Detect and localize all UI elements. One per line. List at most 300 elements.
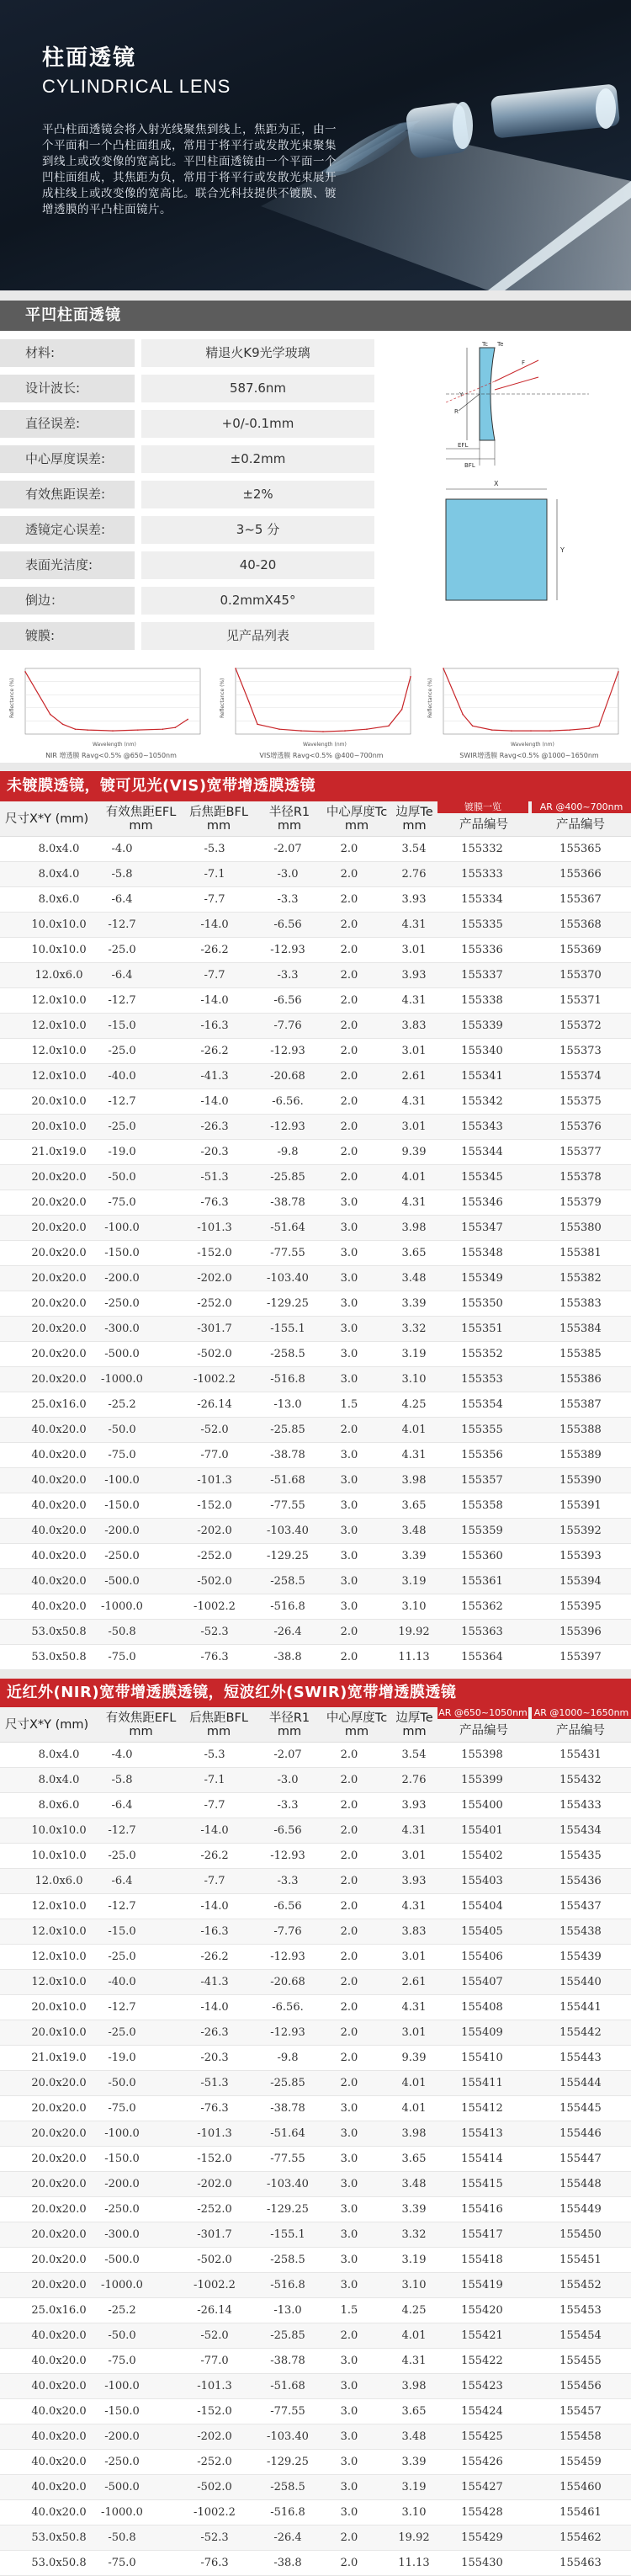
column-header-r1: 半径R1 mm (268, 806, 310, 833)
table-row (0, 1919, 631, 1945)
diagram-label-r: R (454, 408, 459, 415)
spec-row (0, 375, 374, 402)
table-cell: 155419 (461, 2279, 503, 2291)
table-cell: 2.0 (340, 2001, 358, 2014)
table-cell: 2.0 (340, 2531, 358, 2544)
table-cell: 155339 (461, 1019, 503, 1032)
spec-label: 透镜定心误差: (0, 516, 135, 544)
data-point (24, 671, 26, 673)
table-cell: 3.0 (340, 2380, 358, 2392)
table-cell: 155427 (461, 2481, 503, 2494)
table-row (0, 1342, 631, 1367)
table-cell: -26.2 (200, 1045, 229, 1057)
table-cell: 2.76 (401, 868, 427, 881)
table-cell: 155390 (559, 1474, 602, 1487)
table-row (0, 963, 631, 988)
data-point (235, 668, 236, 669)
table-cell: 155366 (559, 868, 602, 881)
table-cell: 4.31 (401, 1824, 427, 1837)
spec-label: 中心厚度误差: (0, 445, 135, 473)
table-row (0, 1970, 631, 1995)
table-cell: 2.0 (340, 1774, 358, 1786)
table-cell: -15.0 (108, 1925, 136, 1938)
data-point (589, 727, 591, 729)
table-cell: -502.0 (197, 1348, 232, 1360)
table-cell: -155.1 (270, 2228, 305, 2241)
table-row (0, 988, 631, 1014)
table-cell: -7.1 (204, 1774, 225, 1786)
table-cell: 3.0 (340, 1221, 358, 1234)
table-cell: 155416 (461, 2203, 503, 2216)
table-cell: 155376 (559, 1120, 602, 1133)
table-cell: 155361 (461, 1575, 503, 1588)
table-cell: 11.13 (398, 1651, 430, 1663)
table-cell: -200.0 (104, 1525, 140, 1537)
table-cell: 155332 (461, 843, 503, 855)
table-cell: 10.0x10.0 (31, 1824, 87, 1837)
spec-value: +0/-0.1mm (141, 410, 374, 438)
table-cell: 3.10 (401, 1373, 427, 1386)
diagram-label-x: X (494, 480, 499, 487)
table-cell: 3.0 (340, 1499, 358, 1512)
table-cell: 155439 (559, 1951, 602, 1963)
table-cell: 155452 (559, 2279, 602, 2291)
table-cell: 11.13 (398, 2557, 430, 2569)
coating-curves (0, 663, 631, 763)
table-cell: 155387 (559, 1398, 602, 1411)
table-row (0, 2525, 631, 2551)
table-row (0, 1620, 631, 1645)
data-point (530, 730, 532, 732)
table-cell: -12.7 (108, 1900, 136, 1913)
table-cell: -500.0 (104, 1348, 140, 1360)
table-row (0, 1418, 631, 1443)
table-row (0, 2248, 631, 2273)
table-cell: 155422 (461, 2355, 503, 2367)
table-cell: -500.0 (104, 1575, 140, 1588)
table-cell: -25.2 (108, 1398, 136, 1411)
table-cell: 2.0 (340, 868, 358, 881)
table-cell: 20.0x20.0 (31, 1373, 87, 1386)
table-cell: -6.4 (111, 1799, 133, 1812)
table-cell: 12.0x10.0 (31, 1900, 87, 1913)
table-cell: 3.10 (401, 2506, 427, 2519)
data-point (388, 725, 390, 726)
table-cell: -7.76 (273, 1925, 302, 1938)
spec-value: 见产品列表 (141, 622, 374, 650)
table-cell: 20.0x20.0 (31, 2178, 87, 2190)
table-row (0, 1894, 631, 1919)
table-cell: 155436 (559, 1875, 602, 1887)
diagram-label-f: F (522, 359, 526, 366)
table-cell: 155403 (461, 1875, 503, 1887)
table-cell: 10.0x10.0 (31, 1850, 87, 1862)
table-cell: -500.0 (104, 2254, 140, 2266)
table-cell: 155457 (559, 2405, 602, 2418)
table-cell: -12.93 (270, 1850, 305, 1862)
table-row (0, 2046, 631, 2071)
table-header (0, 1707, 631, 1743)
table-cell: 3.32 (401, 2228, 427, 2241)
table-cell: 10.0x10.0 (31, 944, 87, 956)
table-row (0, 2020, 631, 2046)
table-cell: 155404 (461, 1900, 503, 1913)
table-cell: 40.0x20.0 (31, 2329, 87, 2342)
front-view-diagram (446, 480, 565, 600)
table-row (0, 2121, 631, 2147)
spec-row (0, 516, 374, 544)
table-cell: -7.7 (204, 893, 225, 906)
table-cell: -250.0 (104, 2456, 140, 2468)
table-cell: 3.0 (340, 1525, 358, 1537)
table-cell: 155412 (461, 2102, 503, 2115)
table-cell: 155391 (559, 1499, 602, 1512)
table-cell: 12.0x10.0 (31, 1070, 87, 1083)
table-cell: -14.0 (200, 1900, 229, 1913)
table-cell: 3.0 (340, 1600, 358, 1613)
table-cell: -25.0 (108, 1045, 136, 1057)
data-point (187, 719, 188, 721)
table-cell: 155397 (559, 1651, 602, 1663)
table-cell: 10.0x10.0 (31, 918, 87, 931)
table-cell: -38.78 (270, 2355, 305, 2367)
table-cell: 155398 (461, 1748, 503, 1761)
table-cell: -250.0 (104, 2203, 140, 2216)
table-cell: 4.31 (401, 2001, 427, 2014)
table-cell: 20.0x20.0 (31, 2127, 87, 2140)
table-cell: -100.0 (104, 1221, 140, 1234)
side-view-diagram (446, 341, 589, 469)
table-cell: 3.01 (401, 1045, 427, 1057)
table-cell: -20.3 (200, 2052, 229, 2064)
table-cell: 155364 (461, 1651, 503, 1663)
table-cell: 155442 (559, 2026, 602, 2039)
table-row (0, 2399, 631, 2424)
table-cell: 20.0x20.0 (31, 1323, 87, 1335)
table-cell: 2.0 (340, 969, 358, 982)
table-cell: 3.93 (401, 1875, 427, 1887)
table-row (0, 1291, 631, 1317)
table-cell: -26.14 (197, 1398, 232, 1411)
table-cell: 21.0x19.0 (31, 1146, 87, 1158)
table-cell: -38.78 (270, 2102, 305, 2115)
data-point (278, 728, 280, 730)
table-cell: 155348 (461, 1247, 503, 1259)
table-cell: -1000.0 (101, 2279, 143, 2291)
table-cell: -77.55 (270, 1499, 305, 1512)
table-cell: 155414 (461, 2153, 503, 2165)
column-header-code: 产品编号 (556, 1724, 605, 1738)
column-header-efl: 有效焦距EFL mm (105, 1711, 177, 1738)
table-cell: -75.0 (108, 1449, 136, 1461)
table-row (0, 1241, 631, 1266)
spec-row (0, 622, 374, 650)
column-header-code: 产品编号 (556, 818, 605, 832)
table-cell: 155363 (461, 1626, 503, 1638)
table-cell: 4.25 (401, 1398, 427, 1411)
table-cell: 155433 (559, 1799, 602, 1812)
table-cell: -52.3 (200, 2531, 229, 2544)
table-cell: -14.0 (200, 1824, 229, 1837)
table-row (0, 1493, 631, 1519)
table-cell: 155402 (461, 1850, 503, 1862)
divider (0, 763, 631, 771)
table-cell: 2.0 (340, 1824, 358, 1837)
table-cell: -77.55 (270, 2405, 305, 2418)
table-cell: -25.85 (270, 2329, 305, 2342)
table-cell: 3.83 (401, 1925, 427, 1938)
table-cell: -50.8 (108, 2531, 136, 2544)
table-cell: 4.01 (401, 2077, 427, 2089)
table-cell: 12.0x6.0 (34, 1875, 83, 1887)
table-cell: -3.3 (277, 893, 299, 906)
table-cell: 155438 (559, 1925, 602, 1938)
table-cell: 155463 (559, 2557, 602, 2569)
table-cell: 155367 (559, 893, 602, 906)
table-body (0, 837, 631, 1670)
table-cell: 8.0x4.0 (38, 868, 80, 881)
table-cell: 53.0x50.8 (31, 2557, 87, 2569)
table-cell: 12.0x10.0 (31, 1045, 87, 1057)
table-row (0, 1519, 631, 1544)
data-point (62, 724, 64, 726)
table-cell: -516.8 (270, 2506, 305, 2519)
table-cell: 3.39 (401, 2456, 427, 2468)
table-cell: 155432 (559, 1774, 602, 1786)
table-cell: -258.5 (270, 2481, 305, 2494)
data-point (300, 730, 302, 732)
table-cell: 155431 (559, 1748, 602, 1761)
table-cell: -3.3 (277, 1799, 299, 1812)
diagram-label-tc: Tc (482, 341, 488, 348)
table-cell: 3.0 (340, 2506, 358, 2519)
table-cell: 4.31 (401, 1449, 427, 1461)
table-cell: -5.8 (111, 1774, 133, 1786)
table-cell: -7.7 (204, 1875, 225, 1887)
table-cell: 155449 (559, 2203, 602, 2216)
table-cell: -6.56. (272, 2001, 304, 2014)
table-row (0, 1793, 631, 1818)
table-cell: 155430 (461, 2557, 503, 2569)
table-row (0, 2071, 631, 2096)
table-cell: -200.0 (104, 1272, 140, 1285)
table-cell: -51.64 (270, 2127, 305, 2140)
table-cell: 155380 (559, 1221, 602, 1234)
table-cell: 155440 (559, 1976, 602, 1988)
x-axis-label: Wavelength (nm) (511, 742, 554, 748)
table-cell: 155383 (559, 1297, 602, 1310)
table-cell: 40.0x20.0 (31, 2380, 87, 2392)
table-cell: -25.85 (270, 1424, 305, 1436)
table-cell: 3.0 (340, 2481, 358, 2494)
table-row (0, 1317, 631, 1342)
table-cell: 155448 (559, 2178, 602, 2190)
table-cell: -25.85 (270, 2077, 305, 2089)
table-cell: 2.0 (340, 1019, 358, 1032)
table-cell: 155338 (461, 994, 503, 1007)
table-cell: 155443 (559, 2052, 602, 2064)
data-point (322, 731, 324, 732)
table-cell: 155429 (461, 2531, 503, 2544)
data-point (162, 728, 164, 730)
table-cell: 155423 (461, 2380, 503, 2392)
spec-row (0, 551, 374, 579)
table-row (0, 1039, 631, 1064)
table-cell: -50.0 (108, 2329, 136, 2342)
table-cell: 19.92 (398, 1626, 430, 1638)
table-cell: 40.0x20.0 (31, 1424, 87, 1436)
table-cell: 3.19 (401, 2254, 427, 2266)
table-cell: 3.0 (340, 2279, 358, 2291)
table-cell: -25.2 (108, 2304, 136, 2317)
table-cell: -51.3 (200, 1171, 229, 1184)
table-row (0, 1165, 631, 1190)
column-header-size: 尺寸X*Y (mm) (5, 1718, 89, 1732)
table-cell: 20.0x20.0 (31, 1247, 87, 1259)
data-point (87, 729, 88, 731)
table-cell: 40.0x20.0 (31, 2355, 87, 2367)
table-row (0, 1844, 631, 1869)
table-cell: 20.0x20.0 (31, 2077, 87, 2089)
table-row (0, 1594, 631, 1620)
lens-diagram (395, 339, 606, 655)
table-cell: 155345 (461, 1171, 503, 1184)
table-cell: 3.0 (340, 1348, 358, 1360)
table-cell: 155350 (461, 1297, 503, 1310)
table-cell: -200.0 (104, 2178, 140, 2190)
table-cell: 25.0x16.0 (31, 1398, 87, 1411)
table-cell: 155451 (559, 2254, 602, 2266)
table-cell: 155392 (559, 1525, 602, 1537)
table-cell: 40.0x20.0 (31, 2481, 87, 2494)
table-cell: 2.0 (340, 1976, 358, 1988)
table-cell: -6.56 (273, 1824, 302, 1837)
table-cell: -152.0 (197, 1247, 232, 1259)
hero-banner (0, 0, 631, 290)
table-cell: 2.0 (340, 1925, 358, 1938)
table-cell: 155401 (461, 1824, 503, 1837)
table-cell: 40.0x20.0 (31, 1474, 87, 1487)
specs-panel (0, 331, 631, 663)
table-cell: 8.0x4.0 (38, 1748, 80, 1761)
table-row (0, 2147, 631, 2172)
table-cell: 3.98 (401, 2380, 427, 2392)
table-cell: 2.0 (340, 1748, 358, 1761)
table-cell: 3.0 (340, 1272, 358, 1285)
table-cell: 25.0x16.0 (31, 2304, 87, 2317)
table-cell: -38.78 (270, 1449, 305, 1461)
column-header-bfl: 后焦距BFL mm (189, 806, 248, 833)
table-cell: 155342 (461, 1095, 503, 1108)
table-cell: -52.3 (200, 1626, 229, 1638)
table-cell: 2.0 (340, 1070, 358, 1083)
column-header-tc: 中心厚度Tc mm (326, 1711, 388, 1738)
table-cell: 155441 (559, 2001, 602, 2014)
table-row (0, 1392, 631, 1418)
table-row (0, 1014, 631, 1039)
table-cell: -100.0 (104, 2127, 140, 2140)
table-row (0, 1190, 631, 1216)
table-cell: 155385 (559, 1348, 602, 1360)
table-cell: -9.8 (277, 1146, 299, 1158)
table-cell: 155360 (461, 1550, 503, 1562)
table-cell: -1000.0 (101, 1600, 143, 1613)
table-cell: -19.0 (108, 1146, 136, 1158)
table-cell: 155375 (559, 1095, 602, 1108)
table-cell: 3.48 (401, 2178, 427, 2190)
table-cell: 8.0x6.0 (38, 1799, 80, 1812)
table-cell: 155346 (461, 1196, 503, 1209)
table-cell: 155415 (461, 2178, 503, 2190)
table-cell: 3.0 (340, 1550, 358, 1562)
table-cell: 155365 (559, 843, 602, 855)
table-cell: -129.25 (267, 1550, 309, 1562)
table-cell: 9.39 (401, 2052, 427, 2064)
table-cell: -25.0 (108, 2026, 136, 2039)
table-cell: 12.0x10.0 (31, 1976, 87, 1988)
table-cell: 155424 (461, 2405, 503, 2418)
table-cell: 3.32 (401, 1323, 427, 1335)
table-cell: 3.39 (401, 1550, 427, 1562)
table-cell: 3.48 (401, 1525, 427, 1537)
table-cell: -6.4 (111, 969, 133, 982)
table-cell: 2.0 (340, 2329, 358, 2342)
table-cell: 12.0x6.0 (34, 969, 83, 982)
table-cell: -7.1 (204, 868, 225, 881)
table-cell: 19.92 (398, 2531, 430, 2544)
data-point (569, 729, 570, 731)
table-cell: -26.3 (200, 1120, 229, 1133)
spec-value: ±0.2mm (141, 445, 374, 473)
data-point (248, 700, 250, 702)
table-cell: 155447 (559, 2153, 602, 2165)
table-title: 未镀膜透镜，镀可见光(VIS)宽带增透膜透镜 (0, 771, 631, 801)
table-cell: -101.3 (197, 2380, 232, 2392)
table-cell: -155.1 (270, 1323, 305, 1335)
spec-row (0, 410, 374, 438)
table-cell: 2.0 (340, 1850, 358, 1862)
table-cell: 155357 (461, 1474, 503, 1487)
table-cell: -41.3 (200, 1070, 229, 1083)
column-header-te: 边厚Te mm (395, 1711, 433, 1738)
table-cell: 155351 (461, 1323, 503, 1335)
table-cell: 3.0 (340, 2355, 358, 2367)
table-cell: 20.0x20.0 (31, 1348, 87, 1360)
table-row (0, 862, 631, 887)
table-cell: -15.0 (108, 1019, 136, 1032)
table-cell: -6.56 (273, 918, 302, 931)
table-cell: 155358 (461, 1499, 503, 1512)
diagram-label-y: Y (560, 546, 565, 554)
table-cell: -100.0 (104, 2380, 140, 2392)
table-cell: -26.2 (200, 1951, 229, 1963)
table-cell: -152.0 (197, 1499, 232, 1512)
table-cell: 1.5 (340, 2304, 358, 2317)
table-cell: 8.0x6.0 (38, 893, 80, 906)
data-point (137, 729, 139, 731)
table-row (0, 1443, 631, 1468)
table-cell: -202.0 (197, 1525, 232, 1537)
table-cell: -1002.2 (194, 2279, 236, 2291)
table-cell: -150.0 (104, 1247, 140, 1259)
table-row (0, 837, 631, 862)
product-table-nir-swir (0, 1679, 631, 2576)
table-cell: 2.0 (340, 918, 358, 931)
table-cell: 155461 (559, 2506, 602, 2519)
table-cell: -1002.2 (194, 1373, 236, 1386)
table-cell: 20.0x20.0 (31, 2279, 87, 2291)
table-cell: 155413 (461, 2127, 503, 2140)
